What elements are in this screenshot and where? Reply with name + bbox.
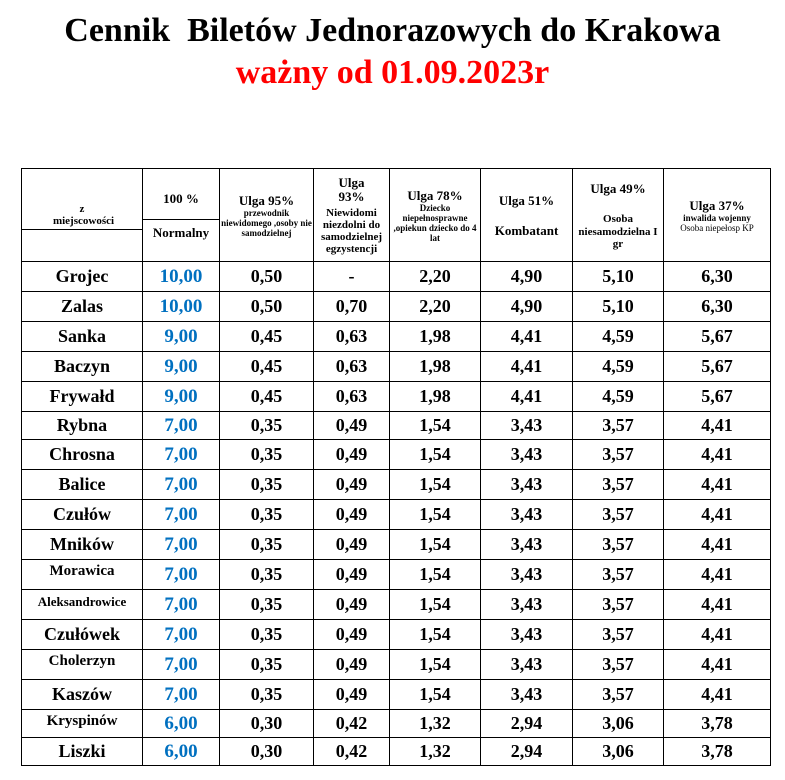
table-row (22, 710, 771, 738)
price-ulga-37: 4,41 (664, 560, 771, 590)
header-ulga-78-desc: Dziecko niepełnosprawne ,opiekun dziecko do 4 lat (393, 202, 477, 243)
price-ulga-95: 0,35 (220, 680, 314, 710)
header-ulga-37-desc-2: Osoba niepełosp KP (680, 222, 754, 233)
header-ulga-78 (390, 169, 481, 262)
table-row (22, 352, 771, 382)
price-normal: 9,00 (143, 352, 220, 382)
price-ulga-93: 0,42 (314, 738, 390, 766)
price-normal: 7,00 (143, 500, 220, 530)
table-row (22, 470, 771, 500)
price-table (21, 168, 771, 766)
price-normal: 7,00 (143, 590, 220, 620)
header-place-divider (22, 229, 142, 230)
table-row (22, 590, 771, 620)
header-ulga-93 (314, 169, 390, 262)
price-ulga-49: 5,10 (573, 262, 664, 292)
price-ulga-95: 0,35 (220, 500, 314, 530)
price-ulga-95: 0,35 (220, 620, 314, 650)
place-name: Kryspinów (22, 710, 143, 738)
price-ulga-93: 0,49 (314, 590, 390, 620)
price-ulga-37: 6,30 (664, 292, 771, 322)
price-ulga-51: 3,43 (481, 560, 573, 590)
price-normal: 7,00 (143, 470, 220, 500)
price-normal: 7,00 (143, 650, 220, 680)
price-ulga-37: 3,78 (664, 738, 771, 766)
price-ulga-37: 5,67 (664, 352, 771, 382)
price-ulga-51: 3,43 (481, 412, 573, 440)
place-name: Balice (22, 470, 143, 500)
header-normal (143, 169, 220, 262)
price-ulga-37: 4,41 (664, 650, 771, 680)
price-ulga-93: 0,49 (314, 620, 390, 650)
price-ulga-78: 1,98 (390, 322, 481, 352)
price-ulga-78: 1,32 (390, 738, 481, 766)
price-ulga-51: 4,41 (481, 322, 573, 352)
price-ulga-37: 4,41 (664, 590, 771, 620)
price-ulga-49: 3,57 (573, 500, 664, 530)
price-ulga-78: 1,54 (390, 680, 481, 710)
price-ulga-95: 0,50 (220, 262, 314, 292)
price-ulga-78: 1,54 (390, 440, 481, 470)
price-ulga-49: 3,57 (573, 470, 664, 500)
place-name: Sanka (22, 322, 143, 352)
place-name: Aleksandrowice (22, 590, 143, 620)
price-ulga-51: 3,43 (481, 440, 573, 470)
price-normal: 7,00 (143, 560, 220, 590)
price-ulga-95: 0,35 (220, 590, 314, 620)
price-ulga-51: 4,90 (481, 292, 573, 322)
table-row (22, 440, 771, 470)
place-name: Frywałd (22, 382, 143, 412)
price-normal: 7,00 (143, 620, 220, 650)
price-ulga-37: 4,41 (664, 440, 771, 470)
price-ulga-78: 1,54 (390, 590, 481, 620)
price-ulga-51: 3,43 (481, 620, 573, 650)
price-ulga-78: 2,20 (390, 292, 481, 322)
price-ulga-49: 4,59 (573, 382, 664, 412)
place-name: Czułówek (22, 620, 143, 650)
price-ulga-49: 3,57 (573, 560, 664, 590)
price-ulga-78: 1,98 (390, 352, 481, 382)
place-name: Morawica (22, 560, 143, 590)
price-ulga-49: 4,59 (573, 322, 664, 352)
header-normal-label: Normalny (152, 225, 210, 241)
price-ulga-93: 0,63 (314, 322, 390, 352)
header-ulga-95-desc: przewodnik niewidomego ,osoby nie samodzielnej (221, 207, 312, 238)
price-ulga-37: 4,41 (664, 470, 771, 500)
price-ulga-51: 2,94 (481, 738, 573, 766)
price-ulga-37: 4,41 (664, 680, 771, 710)
place-name: Liszki (22, 738, 143, 766)
header-ulga-51-title: Ulga 51% (498, 193, 555, 209)
price-ulga-95: 0,30 (220, 738, 314, 766)
price-ulga-93: 0,49 (314, 440, 390, 470)
price-ulga-93: 0,49 (314, 560, 390, 590)
table-row (22, 262, 771, 292)
price-ulga-49: 3,57 (573, 412, 664, 440)
price-ulga-93: 0,49 (314, 650, 390, 680)
price-normal: 6,00 (143, 710, 220, 738)
price-ulga-95: 0,35 (220, 560, 314, 590)
price-normal: 7,00 (143, 412, 220, 440)
price-ulga-95: 0,45 (220, 382, 314, 412)
price-ulga-95: 0,35 (220, 440, 314, 470)
header-normal-percent: 100 % (143, 192, 219, 220)
price-ulga-49: 3,57 (573, 650, 664, 680)
header-ulga-93-desc: Niewidomi niezdolni do samodzielnej egzystencji (320, 206, 383, 256)
price-ulga-78: 2,20 (390, 262, 481, 292)
table-row (22, 292, 771, 322)
price-ulga-49: 5,10 (573, 292, 664, 322)
price-normal: 10,00 (143, 262, 220, 292)
table-row (22, 412, 771, 440)
table-row (22, 322, 771, 352)
price-ulga-95: 0,50 (220, 292, 314, 322)
price-ulga-51: 2,94 (481, 710, 573, 738)
price-ulga-78: 1,54 (390, 560, 481, 590)
price-normal: 9,00 (143, 322, 220, 352)
price-ulga-78: 1,54 (390, 650, 481, 680)
price-ulga-51: 3,43 (481, 470, 573, 500)
header-ulga-49-title: Ulga 49% (590, 180, 646, 196)
table-row (22, 382, 771, 412)
price-ulga-49: 3,57 (573, 590, 664, 620)
place-name: Zalas (22, 292, 143, 322)
price-ulga-93: 0,49 (314, 530, 390, 560)
header-ulga-51 (481, 169, 573, 262)
place-name: Czułów (22, 500, 143, 530)
place-name: Kaszów (22, 680, 143, 710)
table-row (22, 738, 771, 766)
price-ulga-51: 3,43 (481, 500, 573, 530)
price-ulga-95: 0,30 (220, 710, 314, 738)
page-title: Cennik Biletów Jednorazowych do Krakowa (64, 12, 721, 49)
header-ulga-93-title: Ulga 93% (338, 175, 365, 204)
price-normal: 7,00 (143, 440, 220, 470)
place-name: Rybna (22, 412, 143, 440)
price-ulga-78: 1,32 (390, 710, 481, 738)
price-ulga-93: 0,63 (314, 352, 390, 382)
table-row (22, 530, 771, 560)
price-ulga-49: 3,06 (573, 710, 664, 738)
price-ulga-93: 0,63 (314, 382, 390, 412)
price-ulga-51: 3,43 (481, 680, 573, 710)
price-ulga-95: 0,35 (220, 650, 314, 680)
header-ulga-37-desc-1: inwalida wojenny (683, 212, 751, 223)
price-normal: 7,00 (143, 530, 220, 560)
place-name: Mników (22, 530, 143, 560)
header-place-label: miejscowości (52, 215, 115, 227)
price-ulga-93: 0,49 (314, 680, 390, 710)
price-ulga-37: 3,78 (664, 710, 771, 738)
price-ulga-37: 4,41 (664, 412, 771, 440)
header-ulga-78-title: Ulga 78% (407, 188, 463, 204)
price-ulga-37: 4,41 (664, 530, 771, 560)
price-ulga-37: 5,67 (664, 322, 771, 352)
price-ulga-37: 6,30 (664, 262, 771, 292)
place-name: Cholerzyn (22, 650, 143, 680)
price-ulga-95: 0,35 (220, 470, 314, 500)
header-ulga-49 (573, 169, 664, 262)
header-ulga-51-desc: Kombatant (494, 223, 559, 238)
header-ulga-37-title: Ulga 37% (689, 198, 745, 214)
header-ulga-95 (220, 169, 314, 262)
price-normal: 9,00 (143, 382, 220, 412)
price-ulga-49: 3,57 (573, 440, 664, 470)
price-ulga-78: 1,54 (390, 530, 481, 560)
price-ulga-51: 3,43 (481, 530, 573, 560)
price-ulga-51: 4,41 (481, 382, 573, 412)
price-ulga-78: 1,54 (390, 470, 481, 500)
place-name: Chrosna (22, 440, 143, 470)
price-ulga-49: 3,06 (573, 738, 664, 766)
price-ulga-37: 4,41 (664, 620, 771, 650)
price-ulga-78: 1,54 (390, 620, 481, 650)
header-ulga-95-title: Ulga 95% (238, 193, 295, 209)
table-row (22, 620, 771, 650)
header-ulga-49-desc: Osoba niesamodzielna I gr (578, 213, 658, 250)
price-ulga-95: 0,45 (220, 352, 314, 382)
table-row (22, 560, 771, 590)
price-ulga-93: 0,49 (314, 470, 390, 500)
price-ulga-78: 1,54 (390, 500, 481, 530)
price-ulga-49: 3,57 (573, 530, 664, 560)
table-row (22, 680, 771, 710)
price-normal: 6,00 (143, 738, 220, 766)
price-ulga-93: 0,49 (314, 412, 390, 440)
place-name: Grojec (22, 262, 143, 292)
price-ulga-49: 3,57 (573, 680, 664, 710)
header-place-from: z (79, 203, 85, 216)
price-ulga-78: 1,98 (390, 382, 481, 412)
place-name: Baczyn (22, 352, 143, 382)
price-ulga-95: 0,35 (220, 412, 314, 440)
price-ulga-51: 3,43 (481, 650, 573, 680)
price-ulga-51: 4,41 (481, 352, 573, 382)
price-ulga-49: 3,57 (573, 620, 664, 650)
header-row (22, 169, 771, 262)
price-ulga-37: 4,41 (664, 500, 771, 530)
price-ulga-95: 0,35 (220, 530, 314, 560)
table-row (22, 500, 771, 530)
price-ulga-51: 4,90 (481, 262, 573, 292)
price-normal: 10,00 (143, 292, 220, 322)
price-ulga-93: 0,70 (314, 292, 390, 322)
price-ulga-51: 3,43 (481, 590, 573, 620)
price-ulga-93: 0,42 (314, 710, 390, 738)
price-ulga-37: 5,67 (664, 382, 771, 412)
header-ulga-37 (664, 169, 771, 262)
price-ulga-93: 0,49 (314, 500, 390, 530)
table-row (22, 650, 771, 680)
price-ulga-49: 4,59 (573, 352, 664, 382)
price-ulga-95: 0,45 (220, 322, 314, 352)
price-normal: 7,00 (143, 680, 220, 710)
header-place (22, 169, 143, 262)
validity-date: ważny od 01.09.2023r (235, 54, 550, 91)
price-ulga-93: - (314, 262, 390, 292)
price-ulga-78: 1,54 (390, 412, 481, 440)
